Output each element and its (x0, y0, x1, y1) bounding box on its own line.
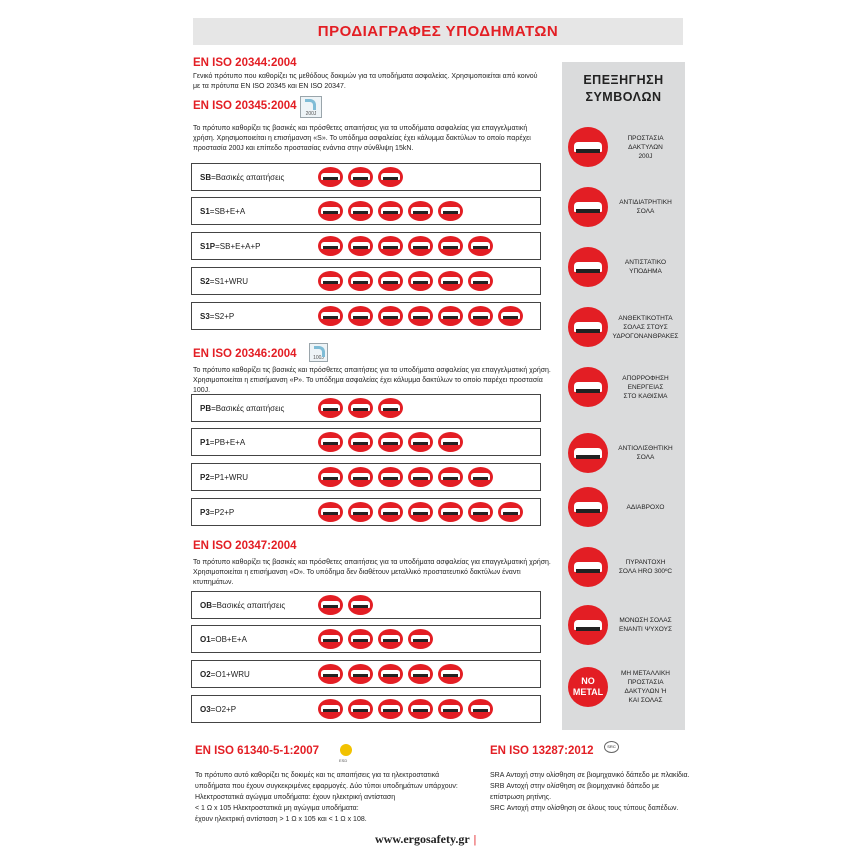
category-code: S1 (200, 206, 210, 216)
safety-symbol-icon (438, 271, 463, 291)
safety-symbol-icon (438, 236, 463, 256)
desc-line: Ηλεκτροστατικά αγώγιμα υποδήματα: έχουν ηλεκτρική αντίσταση (195, 794, 396, 801)
category-icons (318, 271, 493, 291)
category-code: S1P (200, 241, 216, 251)
legend-symbol (568, 662, 680, 712)
200j-badge-icon: 200J (300, 96, 322, 118)
category-definition: =P2+P (209, 507, 235, 517)
category-code: S2 (200, 276, 210, 286)
std-20345-heading: EN ISO 20345:2004 (193, 100, 297, 112)
category-row-o3 (191, 695, 541, 723)
safety-symbol-icon (378, 236, 403, 256)
desc-line: SRA Αντοχή στην ολίσθηση σε βιομηχανικό δάπεδο με πλακίδια. (490, 772, 690, 779)
category-row-s3 (191, 302, 541, 330)
category-row-ob (191, 591, 541, 619)
safety-symbol-icon (438, 306, 463, 326)
desc-line: επίστρωση ρητίνης. (490, 794, 552, 801)
category-icons (318, 432, 463, 452)
legend-title (562, 72, 685, 106)
safety-symbol-icon (408, 467, 433, 487)
legend-symbol (568, 182, 680, 232)
no-metal-text: NO METAL (572, 676, 604, 697)
category-label (192, 473, 318, 482)
antistatic-sole-icon (568, 187, 608, 227)
safety-symbol-icon (468, 699, 493, 719)
safety-symbol-icon (318, 167, 343, 187)
desc-line: SRC Αντοχή στην ολίσθηση σε όλους τους τύπους δαπέδων. (490, 805, 679, 812)
safety-symbol-icon (498, 502, 523, 522)
category-row-pb (191, 394, 541, 422)
category-label (192, 312, 318, 321)
category-icons (318, 467, 493, 487)
safety-symbol-icon (318, 664, 343, 684)
category-definition: =O2+P (210, 704, 237, 714)
safety-symbol-icon (348, 271, 373, 291)
category-label (192, 173, 318, 182)
safety-symbol-icon (378, 502, 403, 522)
category-row-s2 (191, 267, 541, 295)
safety-symbol-icon (498, 306, 523, 326)
oil-resistant-icon (568, 307, 608, 347)
category-icons (318, 699, 493, 719)
desc-line: υποδήματα που έχουν συγκεκριμένες εφαρμογές. Δύο τύποι υποδημάτων υπάρχουν: (195, 783, 458, 790)
legend-caption: ΑΝΤΙΔΙΑΤΡΗΤΙΚΗ ΣΟΛΑ (619, 199, 672, 215)
legend-caption: ΑΝΘΕΚΤΙΚΟΤΗΤΑ ΣΟΛΑΣ ΣΤΟΥΣ ΥΔΡΟΓΟΝΑΝΘΡΑΚΕΣ (612, 314, 679, 340)
safety-symbol-icon (348, 502, 373, 522)
safety-symbol-icon (378, 432, 403, 452)
safety-symbol-icon (318, 306, 343, 326)
std-20347-desc (193, 558, 553, 588)
title-bar (193, 18, 683, 45)
safety-symbol-icon (408, 271, 433, 291)
antistatic-icon (568, 247, 608, 287)
legend-symbol (568, 122, 680, 172)
safety-symbol-icon (468, 467, 493, 487)
esd-heading: EN ISO 61340-5-1:2007 (195, 745, 320, 757)
energy-absorption-icon (568, 367, 608, 407)
desc-line: προστασία 200J και επίπεδο προστασίας ενάντια στην σύνθλιψη 15kN. (193, 145, 414, 152)
safety-symbol-icon (408, 432, 433, 452)
category-definition: =Βασικές απαιτήσεις (212, 600, 286, 610)
category-label (192, 242, 318, 251)
symbols-legend-panel (562, 62, 685, 730)
safety-symbol-icon (438, 699, 463, 719)
legend-caption: ΑΔΙΑΒΡΟΧΟ (626, 503, 665, 511)
desc-line: Χρησιμοποιείται η επισήμανση «P». Το υπόδημα ασφαλείας έχει κάλυμμα δακτύλων το οποίο παρέχει προστασία 100J. (193, 377, 543, 394)
safety-symbol-icon (378, 271, 403, 291)
category-definition: =O1+WRU (210, 669, 250, 679)
category-code: PB (200, 403, 212, 413)
category-icons (318, 398, 403, 418)
safety-symbol-icon (468, 236, 493, 256)
legend-symbol (568, 482, 680, 532)
safety-symbol-icon (408, 236, 433, 256)
safety-symbol-icon (348, 699, 373, 719)
category-definition: =P1+WRU (209, 472, 249, 482)
safety-symbol-icon (348, 629, 373, 649)
safety-symbol-icon (378, 398, 403, 418)
legend-title-line: ΣΥΜΒΟΛΩΝ (585, 90, 662, 104)
slip-desc (490, 770, 690, 814)
category-code: P3 (200, 507, 210, 517)
safety-symbol-icon (318, 201, 343, 221)
slip-heading: EN ISO 13287:2012 (490, 745, 594, 757)
category-definition: =SB+E+A (209, 206, 246, 216)
category-row-p3 (191, 498, 541, 526)
category-row-p1 (191, 428, 541, 456)
category-code: O1 (200, 634, 211, 644)
page-title: ΠΡΟΔΙΑΓΡΑΦΕΣ ΥΠΟΔΗΜΑΤΩΝ (317, 23, 559, 40)
legend-caption: ΜΗ ΜΕΤΑΛΛΙΚΗ ΠΡΟΣΤΑΣΙΑ ΔΑΚΤΥΛΩΝ Ή ΚΑΙ ΣΟΛΑΣ (620, 670, 670, 704)
desc-line: με τα πρότυπα EN ISO 20345 και EN ISO 20347. (193, 83, 346, 90)
safety-symbol-icon (438, 664, 463, 684)
safety-symbol-icon (408, 306, 433, 326)
category-icons (318, 629, 433, 649)
anti-slip-icon (568, 433, 608, 473)
safety-symbol-icon (318, 629, 343, 649)
category-definition: =Βασικές απαιτήσεις (211, 403, 285, 413)
safety-symbol-icon (378, 167, 403, 187)
category-code: P2 (200, 472, 210, 482)
safety-symbol-icon (378, 629, 403, 649)
safety-symbol-icon (378, 201, 403, 221)
std-20344-desc (193, 72, 553, 92)
category-icons (318, 502, 523, 522)
cold-insulation-icon (568, 605, 608, 645)
category-icons (318, 236, 493, 256)
safety-symbol-icon (348, 306, 373, 326)
legend-caption: ΑΝΤΙΟΛΙΣΘΗΤΙΚΗ ΣΟΛΑ (618, 445, 673, 461)
category-label (192, 207, 318, 216)
legend-symbol (568, 242, 680, 292)
legend-title-line: ΕΠΕΞΗΓΗΣΗ (583, 73, 664, 87)
category-label (192, 277, 318, 286)
footer-url: www.ergosafety.gr | (375, 832, 477, 846)
safety-symbol-icon (318, 398, 343, 418)
desc-line: < 1 Ω x 105 Ηλεκτροστατικά μη αγώγιμα υποδήματα: (195, 805, 359, 812)
no-metal-icon (568, 667, 608, 707)
safety-symbol-icon (438, 467, 463, 487)
category-definition: =PB+E+A (209, 437, 246, 447)
esd-logo-caption: ESD (339, 758, 348, 763)
legend-symbol (568, 542, 680, 592)
safety-symbol-icon (318, 432, 343, 452)
desc-line: κτυπημάτων. (193, 579, 234, 586)
std-20346-heading: EN ISO 20346:2004 (193, 348, 297, 360)
std-20345-desc (193, 124, 553, 154)
safety-symbol-icon (318, 271, 343, 291)
category-row-sb (191, 163, 541, 191)
desc-line: Το πρότυπο αυτό καθορίζει τις δοκιμές και τις απαιτήσεις για τα ηλεκτροστατικά (195, 772, 440, 779)
category-icons (318, 201, 463, 221)
safety-symbol-icon (348, 595, 373, 615)
safety-symbol-icon (348, 167, 373, 187)
esd-logo-icon (340, 744, 352, 756)
legend-caption: ΠΥΡΑΝΤΟΧΗ ΣΟΛΑ HRO 300ºC (618, 559, 673, 575)
desc-line: έχουν ηλεκτρική αντίσταση > 1 Ω x 105 και < 1 Ω x 108. (195, 816, 367, 823)
category-icons (318, 167, 403, 187)
legend-symbol (568, 302, 680, 352)
category-label (192, 404, 318, 413)
category-definition: =OB+E+A (210, 634, 247, 644)
safety-symbol-icon (408, 664, 433, 684)
std-20346-desc (193, 366, 553, 396)
category-label (192, 670, 318, 679)
safety-symbol-icon (318, 467, 343, 487)
category-icons (318, 664, 463, 684)
category-code: O3 (200, 704, 211, 714)
esd-desc (195, 770, 495, 825)
safety-symbol-icon (378, 306, 403, 326)
safety-symbol-icon (348, 467, 373, 487)
desc-line: Χρησιμοποιείται η επισήμανση «Ο». Το υπόδημα δεν διαθέτουν μεταλλικό προστατευτικό δακτύλων έναντι (193, 569, 521, 576)
toe-cap-icon (568, 127, 608, 167)
safety-symbol-icon (438, 502, 463, 522)
legend-symbol (568, 600, 680, 650)
safety-symbol-icon (318, 502, 343, 522)
category-row-s1p (191, 232, 541, 260)
category-label (192, 438, 318, 447)
category-code: SB (200, 172, 212, 182)
safety-symbol-icon (348, 664, 373, 684)
footer-url-text[interactable]: www.ergosafety.gr (375, 832, 470, 846)
category-code: S3 (200, 311, 210, 321)
category-definition: =SB+E+A+P (215, 241, 261, 251)
category-row-s1 (191, 197, 541, 225)
safety-symbol-icon (378, 467, 403, 487)
std-20347-heading: EN ISO 20347:2004 (193, 540, 297, 552)
safety-symbol-icon (408, 629, 433, 649)
category-icons (318, 595, 373, 615)
category-code: P1 (200, 437, 210, 447)
safety-symbol-icon (348, 432, 373, 452)
legend-symbol (568, 362, 680, 412)
safety-symbol-icon (378, 699, 403, 719)
category-icons (318, 306, 523, 326)
waterproof-icon (568, 487, 608, 527)
safety-symbol-icon (408, 502, 433, 522)
legend-caption: ΜΟΝΩΣΗ ΣΟΛΑΣ ΕΝΑΝΤΙ ΨΥΧΟΥΣ (619, 617, 672, 633)
category-label (192, 601, 318, 610)
safety-symbol-icon (408, 699, 433, 719)
safety-symbol-icon (438, 432, 463, 452)
std-20344-heading: EN ISO 20344:2004 (193, 57, 297, 69)
category-code: OB (200, 600, 212, 610)
safety-symbol-icon (348, 201, 373, 221)
legend-symbol (568, 428, 680, 478)
legend-caption: ΠΡΟΣΤΑΣΙΑ ΔΑΚΤΥΛΩΝ 200J (627, 134, 664, 160)
src-logo-icon: SRC (604, 741, 619, 753)
safety-symbol-icon (348, 236, 373, 256)
desc-line: Το πρότυπο καθορίζει τις βασικές και πρόσθετες απαιτήσεις για τα υποδήματα ασφαλείας για επαγγελματική χρήση. (193, 367, 551, 374)
desc-line: Γενικό πρότυπο που καθορίζει τις μεθόδους δοκιμών για τα υποδήματα ασφαλείας. Χρησιμοποιείται από κοινού (193, 73, 538, 80)
legend-caption: ΑΠΟΡΡΟΦΗΣΗ ΕΝΕΡΓΕΙΑΣ ΣΤΟ ΚΑΘΙΣΜΑ (622, 374, 669, 400)
desc-line: Το πρότυπο καθορίζει τις βασικές και πρόσθετες απαιτήσεις για τα υποδήματα ασφαλείας για επαγγελματική (193, 125, 528, 132)
safety-symbol-icon (318, 236, 343, 256)
category-label (192, 635, 318, 644)
desc-line: SRB Αντοχή στην ολίσθηση σε βιομηχανικό δάπεδο με (490, 783, 660, 790)
desc-line: χρήση. Χρησιμοποιείται η επισήμανση «S». Το υπόδημα ασφαλείας έχει κάλυμμα δακτύλων το οποίο παρέχει (193, 135, 531, 142)
safety-symbol-icon (408, 201, 433, 221)
desc-line: Το πρότυπο καθορίζει τις βασικές και πρόσθετες απαιτήσεις για τα υποδήματα ασφαλείας για επαγγελματική χρήση. (193, 559, 551, 566)
safety-symbol-icon (468, 306, 493, 326)
safety-symbol-icon (468, 271, 493, 291)
fireproof-icon (568, 547, 608, 587)
safety-symbol-icon (318, 699, 343, 719)
safety-symbol-icon (378, 664, 403, 684)
category-row-o2 (191, 660, 541, 688)
category-definition: =S2+P (209, 311, 235, 321)
category-definition: =Βασικές απαιτήσεις (211, 172, 285, 182)
safety-symbol-icon (348, 398, 373, 418)
safety-symbol-icon (318, 595, 343, 615)
safety-symbol-icon (468, 502, 493, 522)
category-label (192, 508, 318, 517)
legend-caption: ΑΝΤΙΣΤΑΤΙΚΟ ΥΠΟΔΗΜΑ (624, 259, 667, 275)
safety-symbol-icon (438, 201, 463, 221)
category-definition: =S1+WRU (209, 276, 249, 286)
100j-badge-icon: 100J (309, 343, 328, 362)
category-code: O2 (200, 669, 211, 679)
category-row-o1 (191, 625, 541, 653)
category-label (192, 705, 318, 714)
category-row-p2 (191, 463, 541, 491)
